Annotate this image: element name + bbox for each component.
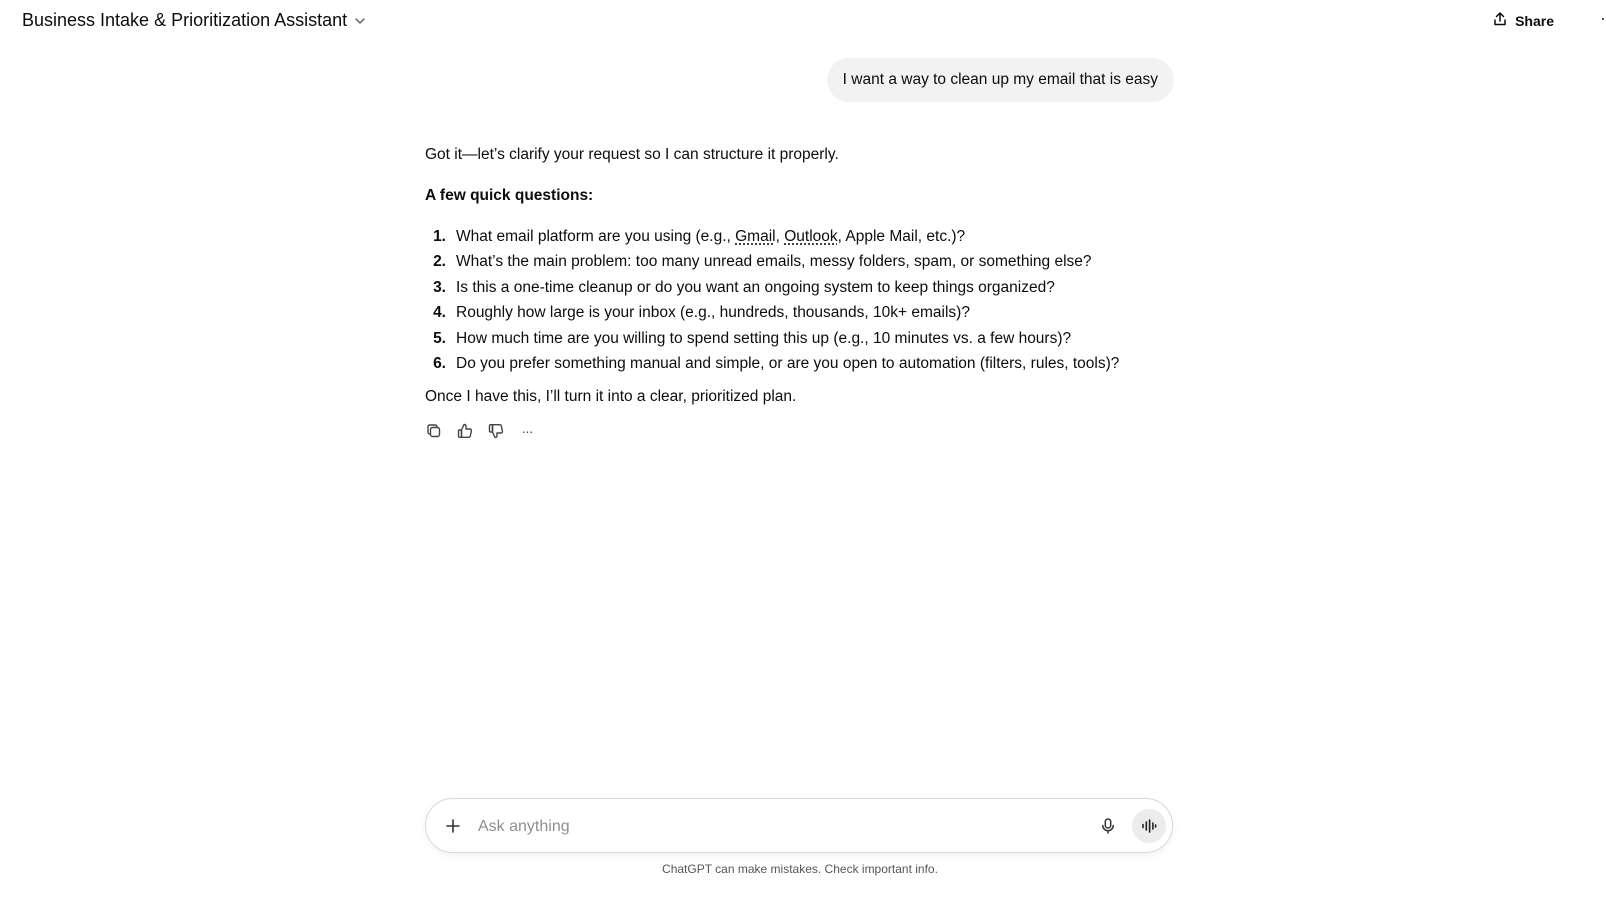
assistant-heading: A few quick questions: — [425, 187, 594, 204]
thumbs-down-icon — [487, 422, 505, 440]
add-attachment-button[interactable] — [442, 815, 464, 837]
list-number: 4. — [433, 304, 446, 322]
assistant-closing: Once I have this, I’ll turn it into a clear, prioritized plan. — [425, 388, 797, 406]
more-options-button[interactable]: · — [1600, 8, 1606, 28]
list-text-part: What email platform are you using (e.g., — [456, 228, 736, 245]
list-text — [456, 224, 965, 249]
user-message: I want a way to clean up my email that is easy — [827, 58, 1174, 102]
voice-mode-button[interactable] — [1132, 809, 1166, 843]
list-text: How much time are you willing to spend setting this up (e.g., 10 minutes vs. a few hours)? — [456, 329, 1072, 347]
list-number: 2. — [433, 253, 446, 271]
copy-button[interactable] — [424, 421, 444, 441]
page-title: Business Intake & Prioritization Assistant — [22, 10, 348, 30]
top-bar — [0, 0, 1606, 42]
list-item — [425, 224, 1165, 249]
list-number: 3. — [433, 278, 446, 296]
list-text: Roughly how large is your inbox (e.g., hundreds, thousands, 10k+ emails)? — [456, 304, 970, 322]
disclaimer: ChatGPT can make mistakes. Check important info. — [662, 862, 938, 876]
assistant-message — [425, 142, 1165, 409]
ellipsis-icon: ··· — [521, 423, 533, 439]
composer — [425, 798, 1173, 853]
copy-icon — [425, 422, 443, 440]
list-text-part: , Apple Mail, etc.)? — [837, 228, 966, 245]
list-item — [425, 351, 1165, 376]
list-item — [425, 300, 1165, 325]
prompt-input[interactable] — [476, 813, 1080, 841]
dictate-button[interactable] — [1097, 815, 1119, 837]
more-actions-button[interactable] — [517, 421, 537, 441]
list-text: What’s the main problem: too many unread emails, messy folders, spam, or something else? — [456, 253, 1092, 271]
share-label: Share — [1515, 12, 1554, 29]
assistant-intro: Got it—let’s clarify your request so I can structure it properly. — [425, 146, 839, 163]
list-text: Is this a one-time cleanup or do you want an ongoing system to keep things organized? — [456, 278, 1055, 296]
list-number: 6. — [433, 355, 446, 373]
list-item — [425, 326, 1165, 351]
list-text-part: , — [775, 228, 785, 245]
plus-icon — [444, 817, 462, 835]
thumbs-up-button[interactable] — [455, 421, 475, 441]
list-number: 1. — [433, 228, 446, 245]
share-icon — [1492, 11, 1508, 30]
model-selector[interactable] — [22, 10, 367, 31]
outlook-link[interactable]: Outlook — [784, 228, 838, 245]
thumbs-down-button[interactable] — [486, 421, 506, 441]
list-item — [425, 249, 1165, 274]
gmail-link[interactable]: Gmail — [735, 228, 776, 245]
chevron-down-icon — [353, 14, 367, 28]
list-number: 5. — [433, 329, 446, 347]
list-item — [425, 275, 1165, 300]
voice-mode-icon — [1140, 817, 1158, 835]
microphone-icon — [1099, 817, 1117, 835]
thumbs-up-icon — [456, 422, 474, 440]
message-actions — [424, 421, 537, 441]
question-list — [425, 224, 1165, 376]
share-button[interactable] — [1492, 11, 1554, 30]
list-text: Do you prefer something manual and simple, or are you open to automation (filters, rules, tools)? — [456, 355, 1120, 373]
